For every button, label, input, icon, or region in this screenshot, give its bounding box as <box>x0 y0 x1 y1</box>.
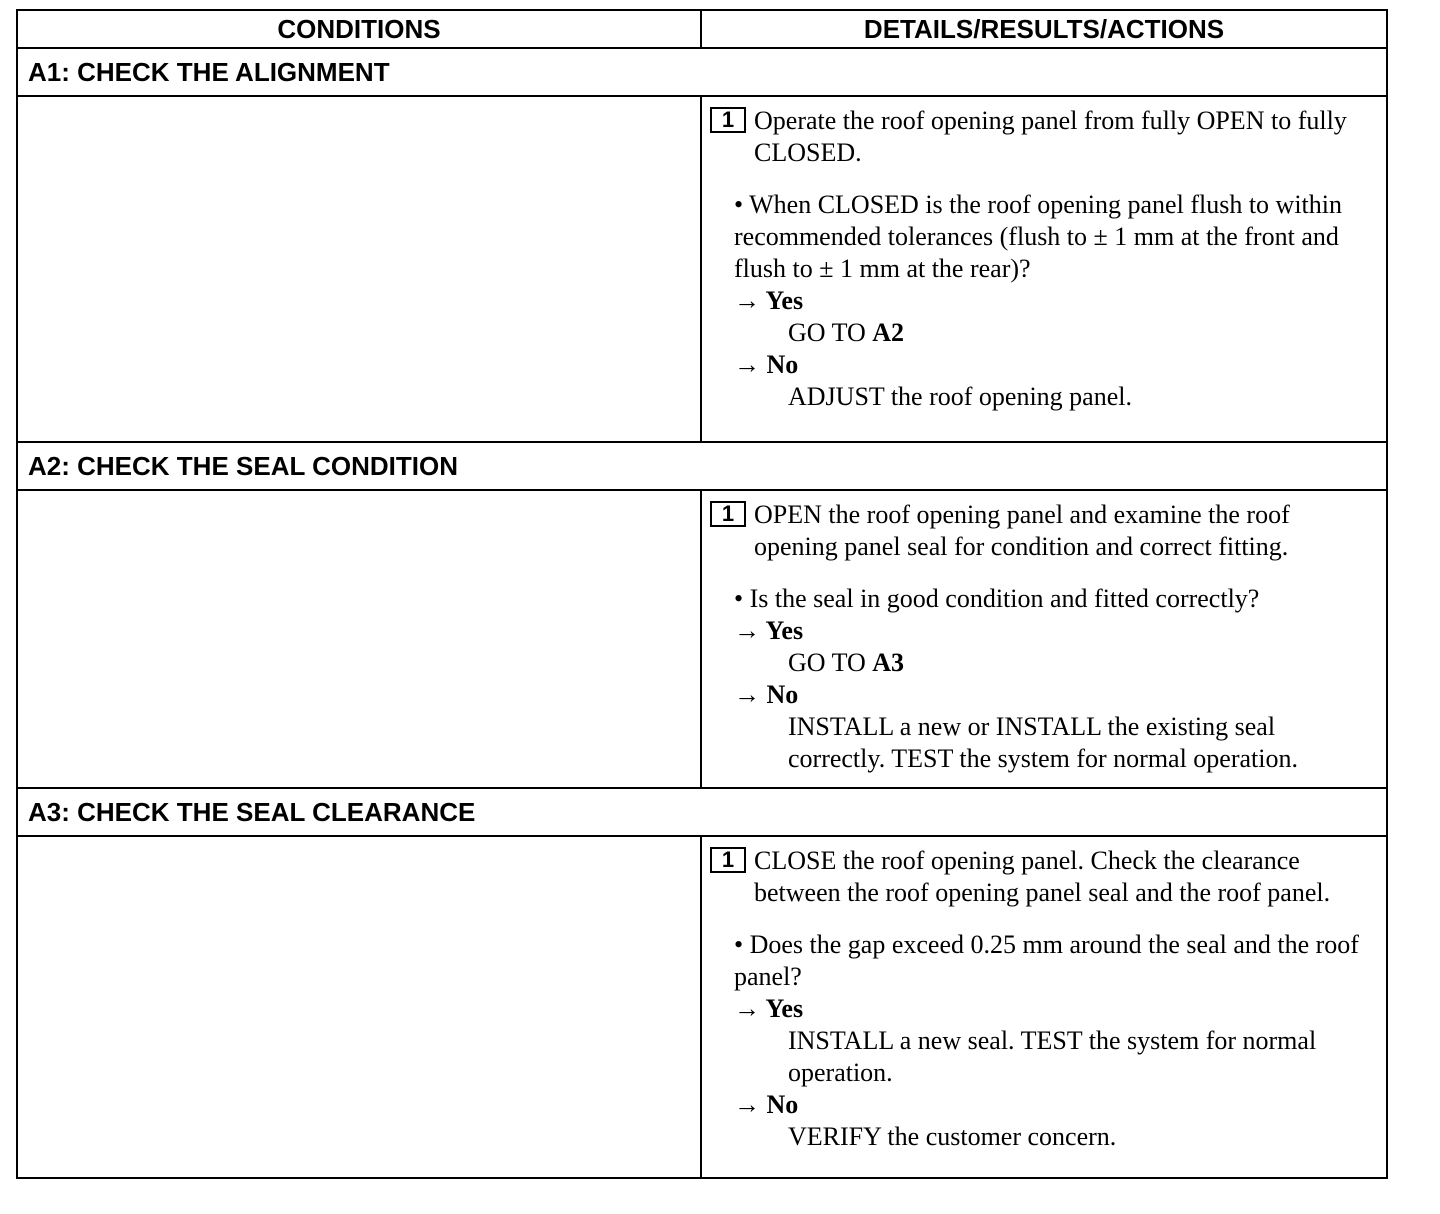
details-header: DETAILS/RESULTS/ACTIONS <box>701 10 1387 48</box>
step-text: OPEN the roof opening panel and examine the roof opening panel seal for condition and correct fitting. <box>754 500 1290 561</box>
details-cell <box>701 490 1387 788</box>
conditions-header: CONDITIONS <box>17 10 701 48</box>
diagnostic-table <box>16 9 1388 1179</box>
section-title-a3: A3: CHECK THE SEAL CLEARANCE <box>17 788 1387 836</box>
step-number-badge: 1 <box>710 107 746 133</box>
step-text: CLOSE the roof opening panel. Check the clearance between the roof opening panel seal and the roof panel. <box>754 846 1331 907</box>
goto-text: GO TO <box>788 318 866 347</box>
section-row <box>17 788 1387 836</box>
section-title-a1: A1: CHECK THE ALIGNMENT <box>17 48 1387 96</box>
step-number-badge: 1 <box>710 847 746 873</box>
step <box>710 845 1378 909</box>
table-row <box>17 96 1387 442</box>
step-text: Operate the roof opening panel from fully OPEN to fully CLOSED. <box>754 106 1347 167</box>
step <box>710 499 1378 563</box>
table-row <box>17 490 1387 788</box>
header-row <box>17 10 1387 48</box>
conditions-cell <box>17 836 701 1178</box>
question: • When CLOSED is the roof opening panel flush to within recommended tolerances (flush to ± 1 mm at the front and flush to ± 1 mm at the rear)? <box>734 190 1342 283</box>
question: • Does the gap exceed 0.25 mm around the seal and the roof panel? <box>734 930 1359 991</box>
section-row <box>17 48 1387 96</box>
step <box>710 105 1378 169</box>
goto-target-link: A3 <box>872 648 905 677</box>
table-row <box>17 836 1387 1178</box>
conditions-cell <box>17 96 701 442</box>
yes-label: → Yes <box>734 286 804 315</box>
yes-action <box>710 317 1378 349</box>
step-number-badge: 1 <box>710 501 746 527</box>
details-cell <box>701 836 1387 1178</box>
no-action: ADJUST the roof opening panel. <box>788 382 1132 411</box>
goto-target-link: A2 <box>872 318 905 347</box>
details-cell <box>701 96 1387 442</box>
yes-label: → Yes <box>734 616 804 645</box>
no-label: → No <box>734 1090 799 1119</box>
question: • Is the seal in good condition and fitted correctly? <box>734 584 1260 613</box>
no-action: INSTALL a new or INSTALL the existing seal correctly. TEST the system for normal operation. <box>788 712 1298 773</box>
yes-label: → Yes <box>734 994 804 1023</box>
no-label: → No <box>734 680 799 709</box>
yes-action <box>710 647 1378 679</box>
section-row <box>17 442 1387 490</box>
goto-text: GO TO <box>788 648 866 677</box>
yes-action: INSTALL a new seal. TEST the system for normal operation. <box>788 1026 1317 1087</box>
section-title-a2: A2: CHECK THE SEAL CONDITION <box>17 442 1387 490</box>
conditions-cell <box>17 490 701 788</box>
no-action: VERIFY the customer concern. <box>788 1122 1117 1151</box>
no-label: → No <box>734 350 799 379</box>
